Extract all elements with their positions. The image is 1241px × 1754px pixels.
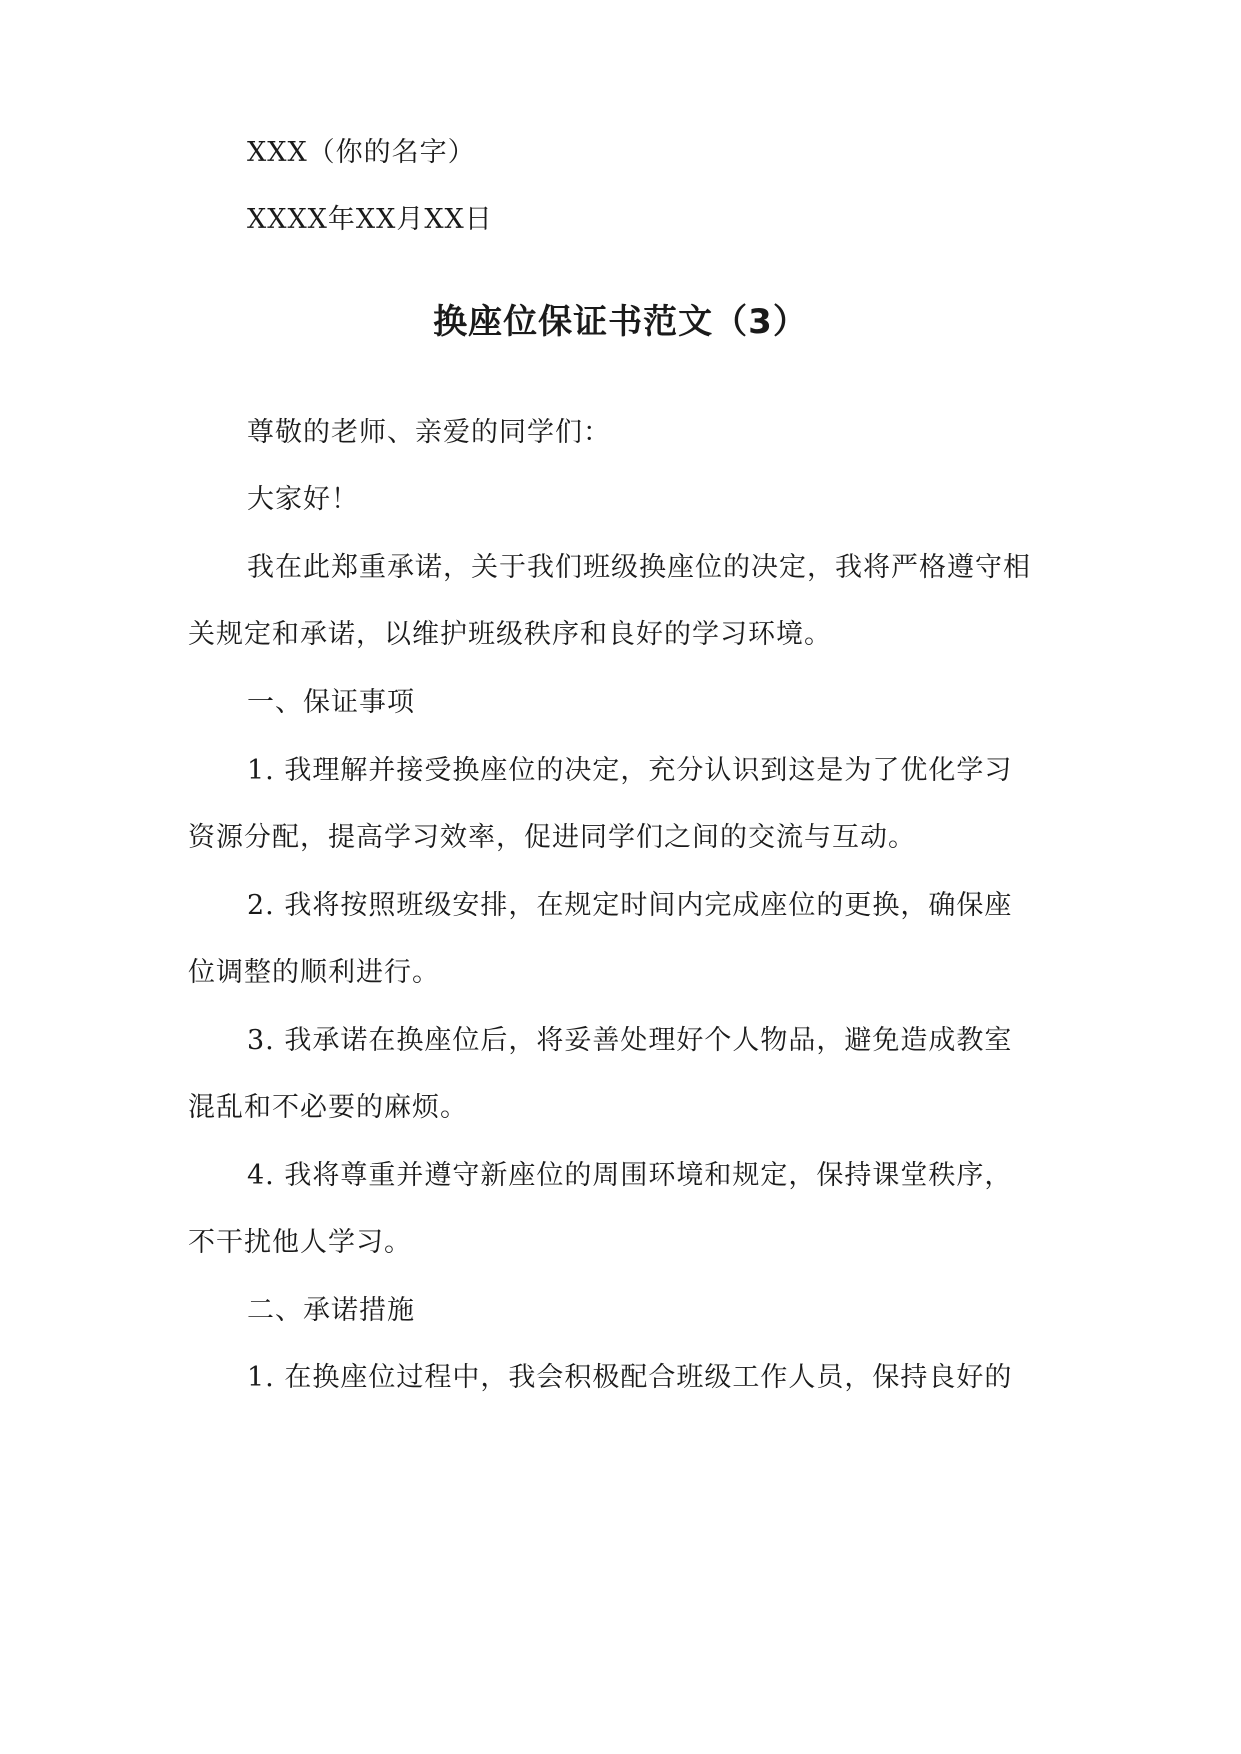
section2-item-1-line-1: 1. 在换座位过程中，我会积极配合班级工作人员，保持良好的 bbox=[247, 1362, 1013, 1393]
section1-item-3-line-2: 混乱和不必要的麻烦。 bbox=[188, 1092, 468, 1123]
section1-item-1-line-1: 1. 我理解并接受换座位的决定，充分认识到这是为了优化学习 bbox=[247, 755, 1013, 786]
section1-item-4-line-1: 4. 我将尊重并遵守新座位的周围环境和规定，保持课堂秩序， bbox=[247, 1160, 1013, 1191]
signature-date: XXXX年XX月XX日 bbox=[247, 204, 493, 235]
greeting: 大家好！ bbox=[247, 484, 359, 515]
intro-line-2: 关规定和承诺，以维护班级秩序和良好的学习环境。 bbox=[188, 619, 832, 650]
signature-name: XXX（你的名字） bbox=[247, 137, 476, 168]
section1-item-3-line-1: 3. 我承诺在换座位后，将妥善处理好个人物品，避免造成教室 bbox=[247, 1025, 1013, 1056]
section1-item-2-line-2: 位调整的顺利进行。 bbox=[188, 957, 440, 988]
section1-item-1-line-2: 资源分配，提高学习效率，促进同学们之间的交流与互动。 bbox=[188, 822, 916, 853]
section1-item-2-line-1: 2. 我将按照班级安排，在规定时间内完成座位的更换，确保座 bbox=[247, 890, 1013, 921]
section1-heading: 一、保证事项 bbox=[247, 687, 415, 718]
section2-heading: 二、承诺措施 bbox=[247, 1295, 415, 1326]
section1-item-4-line-2: 不干扰他人学习。 bbox=[188, 1227, 412, 1258]
salutation: 尊敬的老师、亲爱的同学们： bbox=[247, 417, 611, 448]
document-title: 换座位保证书范文（3） bbox=[433, 302, 808, 342]
intro-line-1: 我在此郑重承诺，关于我们班级换座位的决定，我将严格遵守相 bbox=[247, 552, 1031, 583]
